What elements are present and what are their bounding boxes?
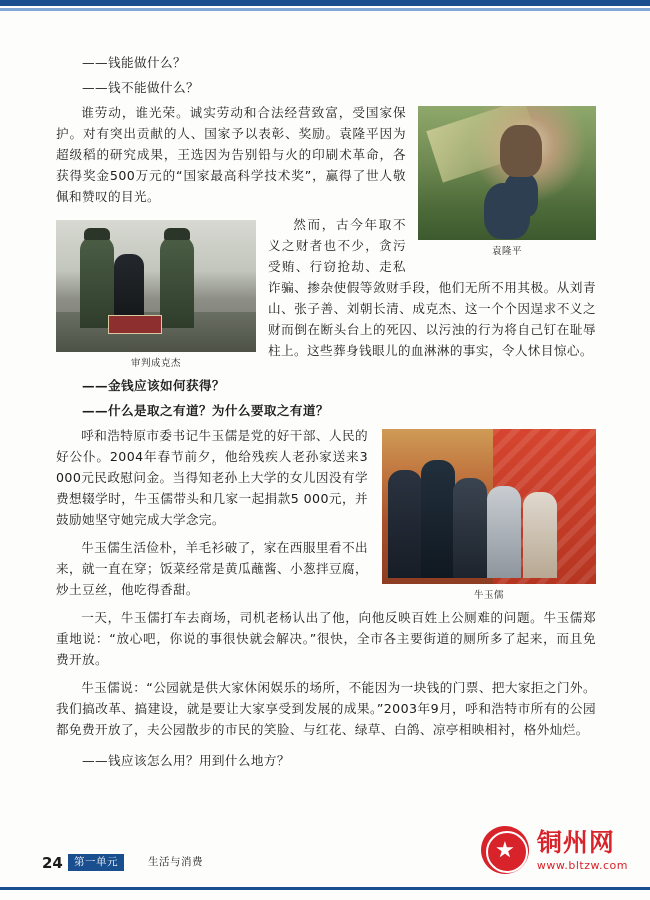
question-line: ——钱不能做什么？ [82, 80, 199, 95]
watermark-site-url: www.bltzw.com [536, 858, 628, 872]
photo-defendant [114, 254, 144, 318]
body-paragraph: 牛玉儒生活俭朴，羊毛衫破了，家在西服里看不出来，就一直在穿；饭菜经常是黄瓜蘸酱、小葱拌豆腐，炒土豆丝，他吃得香甜。 [56, 540, 368, 597]
photo-guard-cap [164, 228, 190, 240]
watermark-text [536, 827, 628, 872]
page-content [56, 52, 596, 832]
photo-person [421, 460, 455, 578]
figure-caption: 审判成克杰 [130, 358, 181, 369]
figure-caption: 牛玉儒 [473, 590, 504, 601]
body-paragraph: 呼和浩特原市委书记牛玉儒是党的好干部、人民的好公仆。2004年春节前夕，他给残疾人老孙家送来3 000元民政慰问金。当得知老孙上大学的女儿因没有学费想辍学时，牛玉儒带头和几家一起捐款5 000元，并鼓励她坚守她完成大学念完。 [56, 428, 368, 527]
photo-person [523, 492, 557, 578]
watermark-site-name: 铜州网 [536, 827, 615, 857]
page-footer [0, 827, 650, 900]
footer-rule [0, 887, 650, 890]
figure-trial [56, 220, 256, 369]
photo-trial [56, 220, 256, 352]
photo-person [388, 470, 422, 578]
photo-guard-cap [84, 228, 110, 240]
photo-guard [160, 236, 194, 328]
photo-dock-sign [108, 315, 162, 334]
unit-tag: 第一单元 [68, 854, 124, 871]
body-paragraph: 牛玉儒说：“公园就是供大家休闲娱乐的场所，不能因为一块钱的门票、把大家拒之门外。我们搞改革、搞建设，就是要让大家享受到发展的成果。”2003年9月，呼和浩特市所有的公园都免费开放了，夫公园散步的市民的笑脸、与红花、绿草、白鸽、凉亭相映相衬，格外灿烂。 [56, 680, 596, 737]
photo-person [453, 478, 487, 578]
unit-title: 生活与消费 [148, 856, 203, 868]
photo-niu-yuru [382, 429, 596, 584]
question-line: ——钱应该怎么用？用到什么地方？ [82, 753, 290, 768]
page-number: 24 [42, 854, 63, 872]
question-line: ——钱能做什么？ [82, 55, 186, 70]
figure-yuan-longping [418, 106, 596, 257]
photo-yuan-longping [418, 106, 596, 240]
photo-person [487, 486, 521, 578]
watermark [481, 826, 628, 874]
question-line: ——什么是取之有道？为什么要取之有道？ [82, 403, 329, 418]
question-line: ——金钱应该如何获得？ [82, 378, 225, 393]
top-rule-secondary [0, 8, 650, 11]
figure-caption: 袁隆平 [491, 246, 522, 257]
seal-icon [481, 826, 529, 874]
body-paragraph: 一天，牛玉儒打车去商场，司机老杨认出了他，向他反映百姓上公厕难的问题。牛玉儒郑重地说：“放心吧，你说的事很快就会解决。”很快，全市各主要街道的厕所多了起来，而且免费开放。 [56, 610, 596, 667]
body-paragraph: 谁劳动，谁光荣。诚实劳动和合法经营致富，受国家保护。对有突出贡献的人、国家予以表彰、奖励。袁隆平因为超级稻的研究成果，王选因为告别铅与火的印刷术革命，各获得奖金500万元的“国家最高科学技术奖”，赢得了世人敬佩和赞叹的目光。 [56, 105, 406, 204]
figure-niu-yuru [382, 429, 596, 601]
body-paragraph: 然而，古今年取不义之财者也不少，贪污受贿、行窃抢劫、走私诈骗、掺杂使假等敛财手段，他们无所不用其极。从刘青山、张子善、刘朝长清、成克杰、这一个个因逞求不义之财而倒在断头台上的死囚、以污浊的行为将自己钉在耻辱柱上。这些葬身钱眼儿的血淋淋的事实，令人怵目惊心。 [268, 217, 596, 358]
